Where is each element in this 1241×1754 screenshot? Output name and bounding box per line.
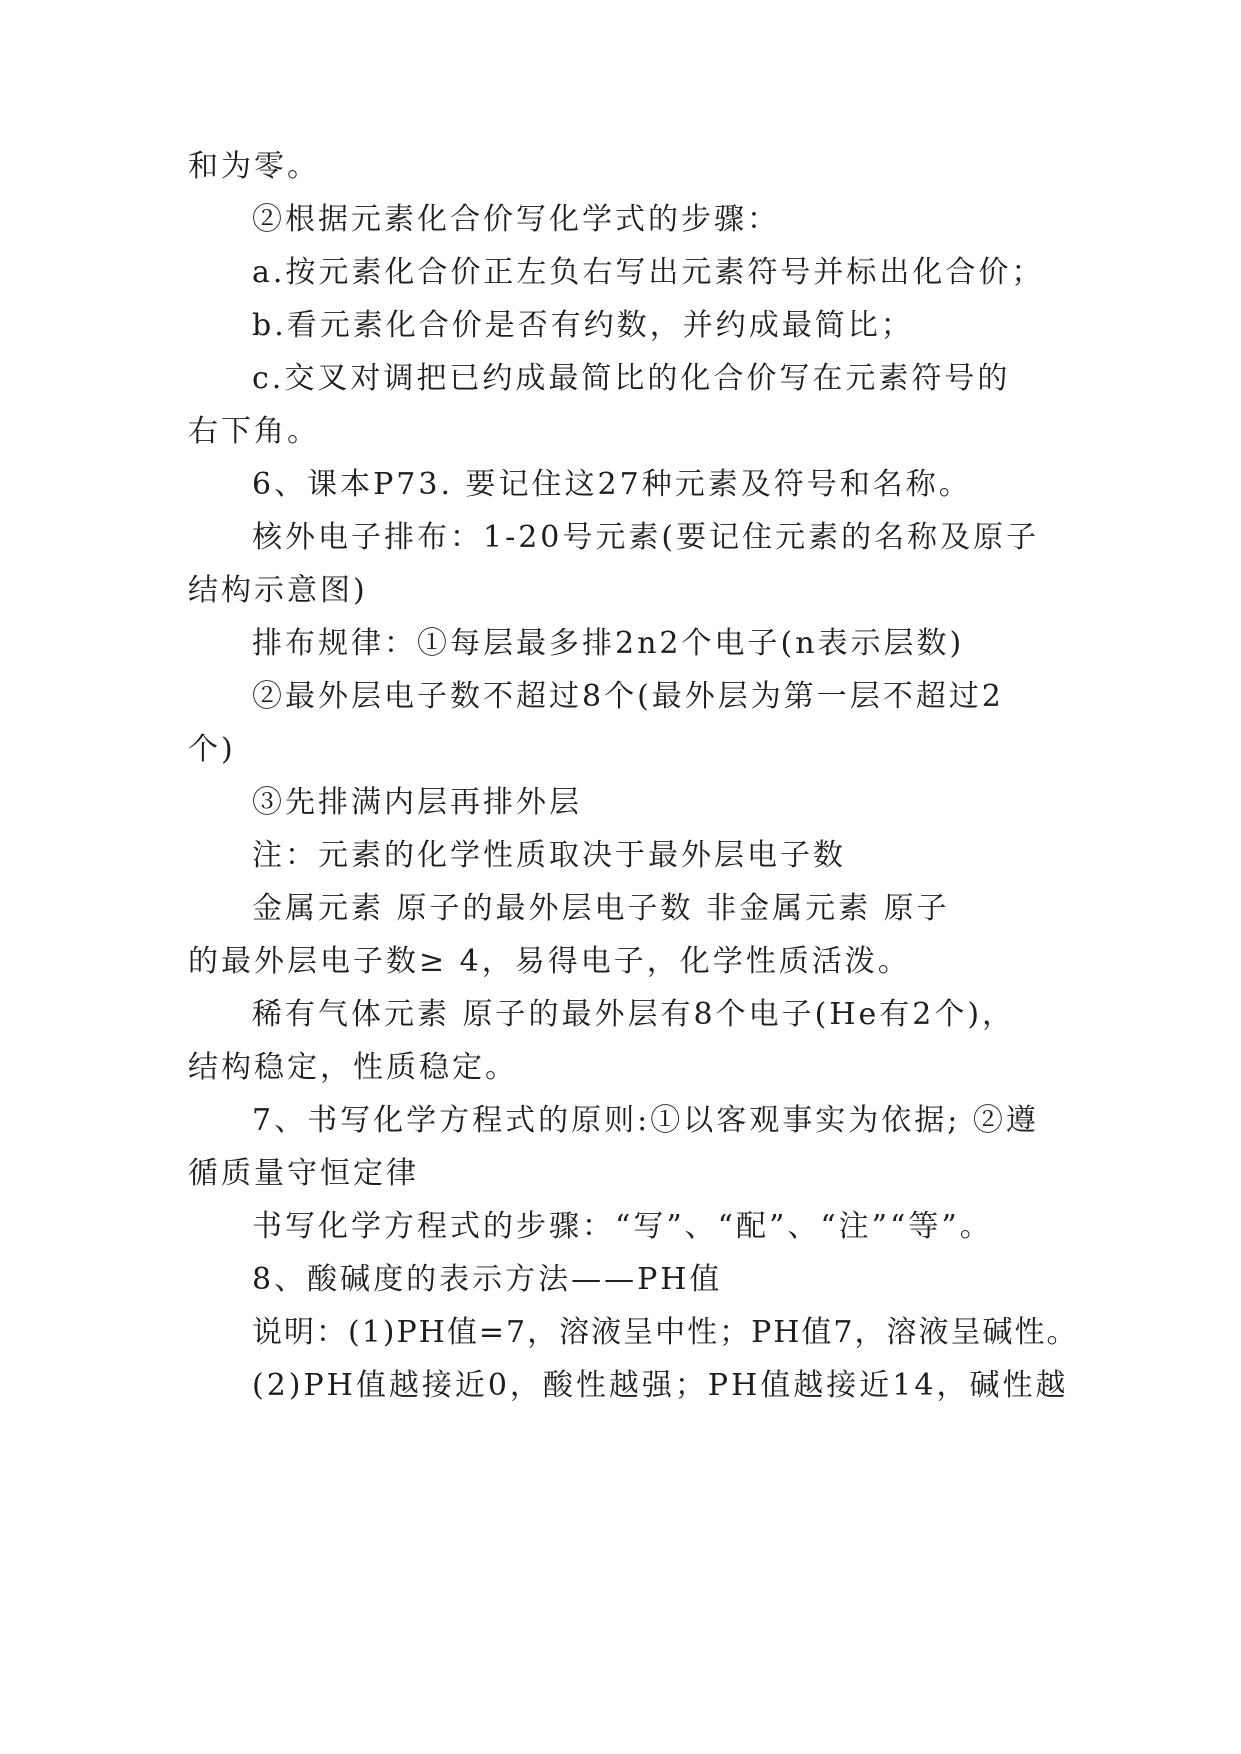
text-line: 结构稳定，性质稳定。: [188, 1050, 518, 1085]
text-line: b.看元素化合价是否有约数，并约成最简比；: [252, 308, 914, 343]
text-line: (2)PH值越接近0，酸性越强；PH值越接近14，碱性越: [252, 1368, 1069, 1403]
text-line: 稀有气体元素 原子的最外层有8个电子(He有2个)，: [252, 997, 1016, 1032]
text-line: c.交叉对调把已约成最简比的化合价写在元素符号的: [252, 361, 1011, 396]
text-line: a.按元素化合价正左负右写出元素符号并标出化合价；: [252, 255, 1045, 290]
text-line: 循质量守恒定律: [188, 1156, 419, 1191]
text-line: 右下角。: [188, 414, 320, 449]
text-line: 个): [188, 732, 236, 767]
text-line: 书写化学方程式的步骤：“写”、“配”、“注”“等”。: [252, 1209, 993, 1244]
text-line: 和为零。: [188, 149, 320, 184]
text-line: 排布规律：①每层最多排2n2个电子(n表示层数): [252, 626, 965, 661]
text-line: 金属元素 原子的最外层电子数 非金属元素 原子: [252, 891, 950, 926]
text-line: ③先排满内层再排外层: [252, 785, 582, 820]
text-line: 说明：(1)PH值=7，溶液呈中性；PH值7，溶液呈碱性。: [252, 1315, 1079, 1350]
text-line: 结构示意图): [188, 573, 368, 608]
text-line: 注：元素的化学性质取决于最外层电子数: [252, 838, 846, 873]
text-line: 核外电子排布：1-20号元素(要记住元素的名称及原子: [252, 520, 1040, 555]
text-line: 的最外层电子数≥ 4，易得电子，化学性质活泼。: [188, 944, 911, 979]
text-line: 6、课本P73. 要记住这27种元素及符号和名称。: [252, 467, 972, 502]
text-line: ②最外层电子数不超过8个(最外层为第一层不超过2: [252, 679, 1004, 714]
text-line: 7、书写化学方程式的原则:①以客观事实为依据; ②遵: [252, 1103, 1039, 1138]
text-line: ②根据元素化合价写化学式的步骤：: [252, 202, 780, 237]
text-line: 8、酸碱度的表示方法——PH值: [252, 1262, 723, 1297]
